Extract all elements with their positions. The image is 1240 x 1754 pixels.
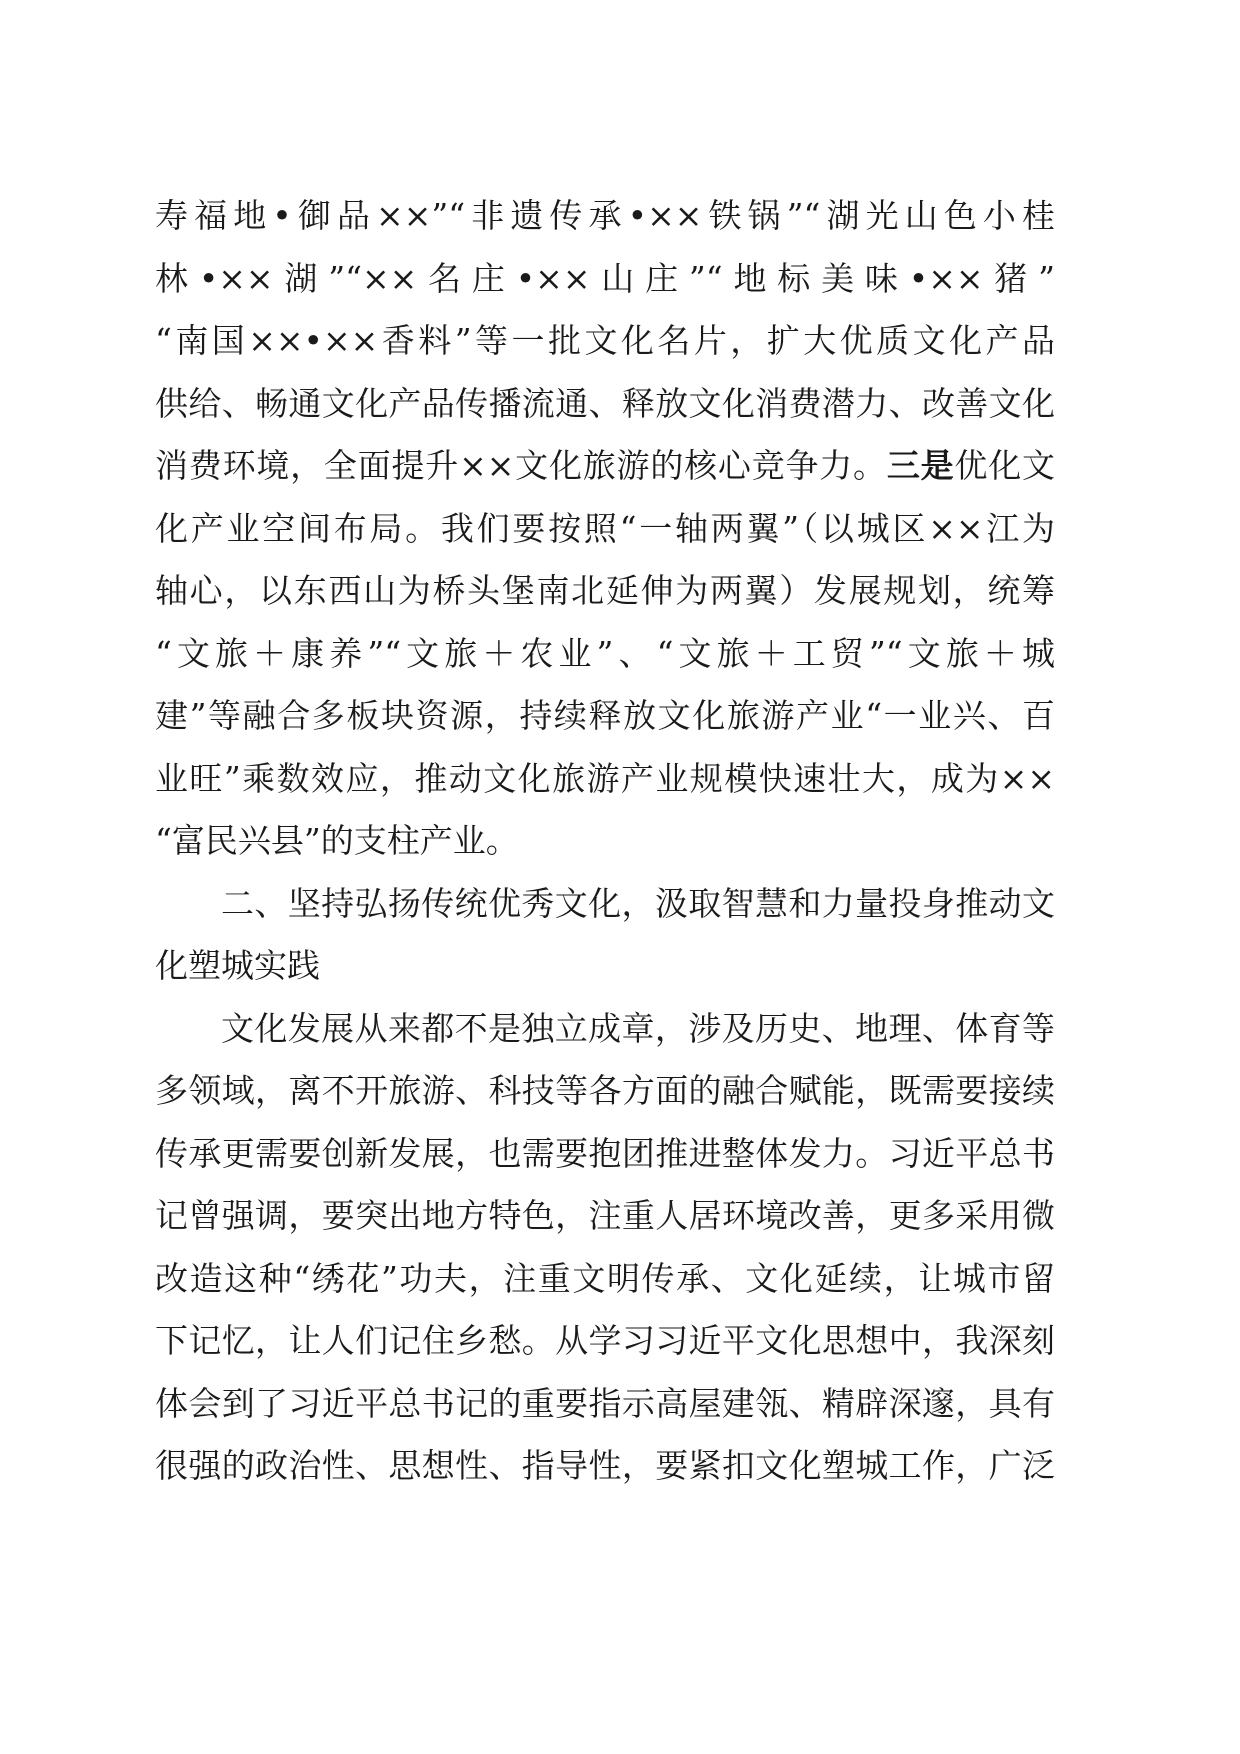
text-line: 体会到了习近平总书记的重要指示高屋建瓴、精辟深邃，具有 <box>155 1383 1055 1423</box>
text-line: “南国××•××香料”等一批文化名片，扩大优质文化产品 <box>155 321 1055 360</box>
text-line: 传承更需要创新发展，也需要抱团推进整体发力。习近平总书 <box>155 1133 1055 1173</box>
text-line: 记曾强调，要突出地方特色，注重人居环境改善，更多采用微 <box>155 1196 1055 1235</box>
text-line: 寿福地•御品××”“非遗传承•××铁锅”“湖光山色小桂 <box>155 196 1055 235</box>
text-line: 建”等融合多板块资源，持续释放文化旅游产业“一业兴、百 <box>155 696 1055 735</box>
document-body <box>155 185 1055 1498</box>
section-heading <box>155 873 1055 998</box>
text-line: 林•××湖”“××名庄•××山庄”“地标美味•××猪” <box>155 258 1055 298</box>
heading-line: 二、坚持弘扬传统优秀文化，汲取智慧和力量投身推动文 <box>221 883 1055 923</box>
text-run: 消费环境，全面提升××文化旅游的核心竞争力。 <box>155 446 887 485</box>
text-line: 业旺”乘数效应，推动文化旅游产业规模快速壮大，成为×× <box>155 758 1055 798</box>
emphasis-san-shi: 三是 <box>886 446 955 485</box>
text-run: 优化文 <box>954 446 1055 485</box>
heading-line: 化塑城实践 <box>155 946 320 985</box>
text-line-with-emphasis <box>155 435 1055 498</box>
text-line: “文旅＋康养”“文旅＋农业”、“文旅＋工贸”“文旅＋城 <box>155 633 1055 673</box>
text-line: 供给、畅通文化产品传播流通、释放文化消费潜力、改善文化 <box>155 383 1055 423</box>
text-line: 很强的政治性、思想性、指导性，要紧扣文化塑城工作，广泛 <box>155 1446 1055 1485</box>
paragraph <box>155 998 1055 1498</box>
paragraph-continuation <box>155 185 1055 873</box>
text-line: 文化发展从来都不是独立成章，涉及历史、地理、体育等 <box>221 1008 1055 1048</box>
text-line: 轴心，以东西山为桥头堡南北延伸为两翼）发展规划，统筹 <box>155 571 1055 610</box>
text-line: 下记忆，让人们记住乡愁。从学习习近平文化思想中，我深刻 <box>155 1321 1055 1360</box>
text-line: 化产业空间布局。我们要按照“一轴两翼”（以城区××江为 <box>155 508 1055 548</box>
text-line: 改造这种“绣花”功夫，注重文明传承、文化延续，让城市留 <box>155 1258 1055 1298</box>
text-line: 多领域，离不开旅游、科技等各方面的融合赋能，既需要接续 <box>155 1071 1055 1110</box>
text-line: “富民兴县”的支柱产业。 <box>155 821 519 860</box>
